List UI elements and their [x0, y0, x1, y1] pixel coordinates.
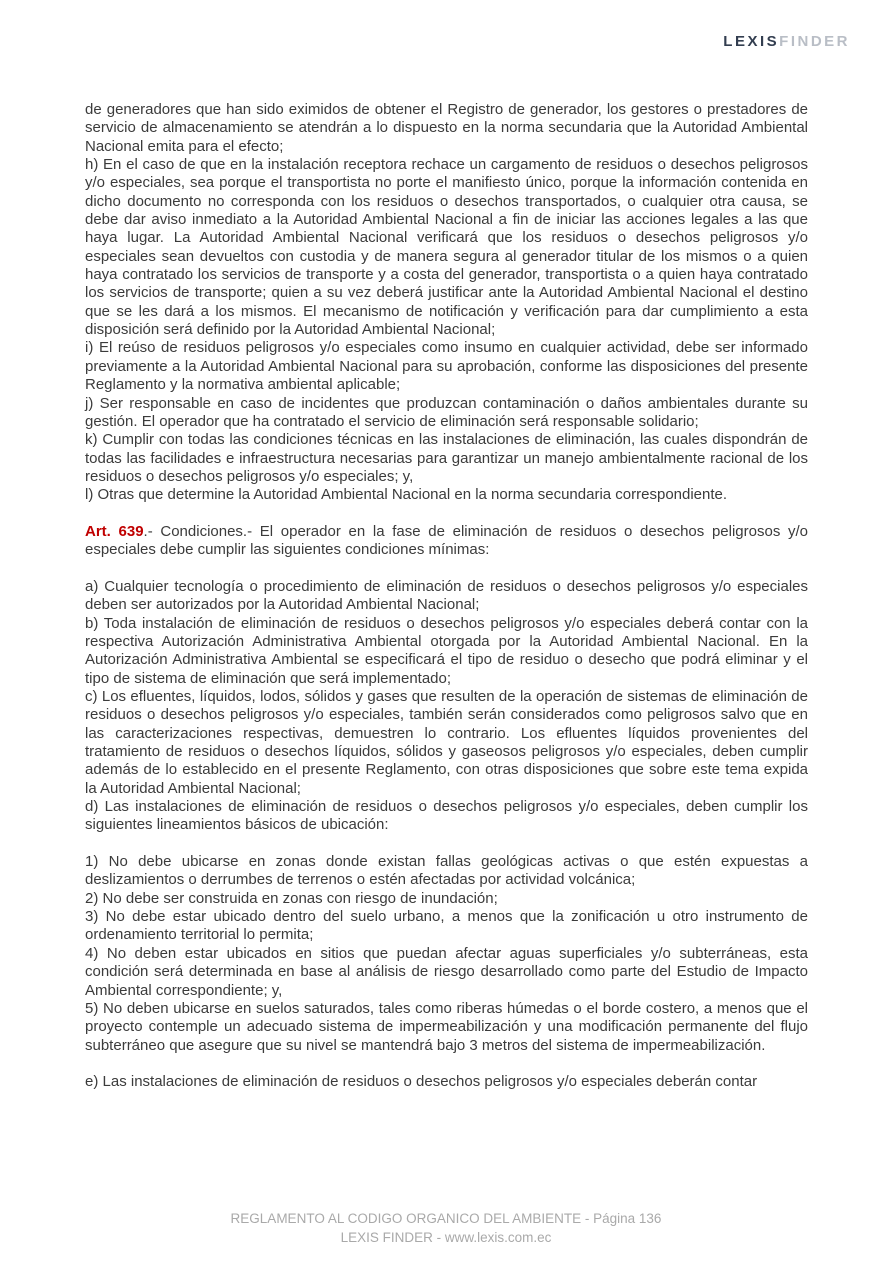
article-number: Art. 639	[85, 522, 144, 540]
paragraph: l) Otras que determine la Autoridad Ambiental Nacional en la norma secundaria correspondiente.	[85, 486, 728, 504]
paragraph: d) Las instalaciones de eliminación de residuos o desechos peligrosos y/o especiales, deben cumplir los siguientes lineamientos básicos de ubicación:	[85, 798, 808, 834]
footer-site-link: LEXIS FINDER - www.lexis.com.ec	[340, 1230, 552, 1245]
lexis-finder-logo	[723, 33, 850, 50]
article-paragraph: Art. 639.- Condiciones.- El operador en la fase de eliminación de residuos o desechos peligrosos y/o especiales debe cumplir las siguientes condiciones mínimas:	[85, 522, 809, 559]
logo-primary-text: LEXIS	[723, 33, 780, 50]
page-footer	[0, 1209, 892, 1247]
paragraph: c) Los efluentes, líquidos, lodos, sólidos y gases que resulten de la operación de sistemas de eliminación de residuos o desechos peligrosos y/o especiales, también serán considerados como peligrosos salvo que en las caracterizaciones respectivas, demuestren lo contrario. Los efluentes líquidos provenientes del tratamiento de residuos o desechos líquidos, sólidos y gaseosos peligrosos y/o especiales, deben cumplir además de lo establecido en el presente Reglamento, con otras disposiciones que sobre este tema expida la Autoridad Ambiental Nacional;	[85, 688, 808, 797]
paragraph: h) En el caso de que en la instalación receptora rechace un cargamento de residuos o desechos peligrosos y/o especiales, sea porque el transportista no porte el manifiesto único, porque la información contenida en dicho documento no corresponda con los residuos o desechos transportados, o cualquier otra causa, se debe dar aviso inmediato a la Autoridad Ambiental Nacional a fin de iniciar las acciones legales a las que haya lugar. La Autoridad Ambiental Nacional verificará que los residuos o desechos peligrosos y/o especiales sean devueltos con custodia y de manera segura al generador titular de los mismos o a quien haya contratado los servicios de transporte y a costa del generador, transportista o a quien haya contratado los servicios de transporte; quien a su vez deberá justificar ante la Autoridad Ambiental Nacional el destino que se les dará a los mismos. El mecanismo de notificación y verificación para dar cumplimiento a esta disposición será definido por la Autoridad Ambiental Nacional;	[85, 156, 808, 339]
footer-document-title: REGLAMENTO AL CODIGO ORGANICO DEL AMBIENTE - Página 136	[230, 1211, 662, 1226]
paragraph: j) Ser responsable en caso de incidentes que produzcan contaminación o daños ambientales durante su gestión. El operador que ha contratado el servicio de eliminación será responsable solidario;	[85, 394, 808, 430]
paragraph: a) Cualquier tecnología o procedimiento de eliminación de residuos o desechos peligrosos y/o especiales deben ser autorizados por la Autoridad Ambiental Nacional;	[85, 577, 808, 614]
paragraph: 5) No deben ubicarse en suelos saturados, tales como riberas húmedas o el borde costero, a menos que el proyecto contemple un adecuado sistema de impermeabilización y una modificación permanente del flujo subterráneo que asegure que su nivel se mantendrá bajo 3 metros del sistema de impermeabilización.	[85, 999, 808, 1054]
paragraph: i) El reúso de residuos peligrosos y/o especiales como insumo en cualquier actividad, debe ser informado previamente a la Autoridad Ambiental Nacional para su aprobación, conforme las disposiciones del presente Reglamento y la normativa ambiental aplicable;	[85, 339, 808, 394]
paragraph: 2) No debe ser construida en zonas con riesgo de inundación;	[85, 889, 498, 907]
paragraph: e) Las instalaciones de eliminación de residuos o desechos peligrosos y/o especiales deberán contar	[85, 1073, 758, 1091]
paragraph: b) Toda instalación de eliminación de residuos o desechos peligrosos y/o especiales deberá contar con la respectiva Autorización Administrativa Ambiental otorgada por la Autoridad Ambiental Nacional. En la Autorización Administrativa Ambiental se especificará el tipo de residuo o desecho que podrá eliminar y el tipo de sistema de eliminación que será implementado;	[85, 614, 808, 687]
paragraph: 3) No debe estar ubicado dentro del suelo urbano, a menos que la zonificación u otro instrumento de ordenamiento territorial lo permita;	[85, 908, 808, 944]
paragraph-list	[85, 101, 808, 1092]
logo-secondary-text: FINDER	[779, 33, 850, 50]
paragraph: de generadores que han sido eximidos de obtener el Registro de generador, los gestores o prestadores de servicio de almacenamiento se atendrán a lo dispuesto en la norma secundaria que la Autoridad Ambiental Nacional emita para el efecto;	[85, 101, 808, 155]
paragraph: k) Cumplir con todas las condiciones técnicas en las instalaciones de eliminación, las cuales dispondrán de todas las facilidades e infraestructura necesarias para garantizar un manejo ambientalmente racional de los residuos o desechos peligrosos y/o especiales; y,	[85, 431, 808, 485]
paragraph: 1) No debe ubicarse en zonas donde existan fallas geológicas activas o que estén expuestas a deslizamientos o derrumbes de terrenos o estén afectadas por actividad volcánica;	[85, 853, 808, 889]
paragraph: 4) No deben estar ubicados en sitios que puedan afectar aguas superficiales y/o subterráneas, esta condición será determinada en base al análisis de riesgo desarrollado como parte del Estudio de Impacto Ambiental correspondiente; y,	[85, 944, 808, 999]
document-body	[85, 101, 808, 1092]
